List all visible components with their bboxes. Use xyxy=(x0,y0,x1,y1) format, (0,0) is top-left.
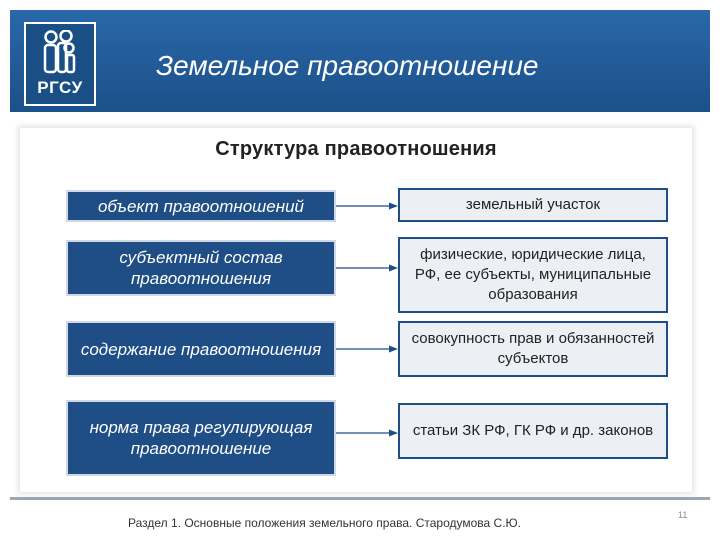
structure-left-box: объект правоотношений xyxy=(66,190,336,222)
content-heading: Структура правоотношения xyxy=(215,138,497,160)
arrow-right-icon xyxy=(336,201,398,211)
logo-text: РГСУ xyxy=(37,78,83,97)
people-logo-icon xyxy=(40,30,80,74)
arrow-right-icon xyxy=(336,344,398,354)
slide-title: Земельное правоотношение xyxy=(156,50,539,81)
structure-right-box: физические, юридические лица, РФ, ее субъекты, муниципальные образования xyxy=(398,237,668,313)
slide-header xyxy=(10,10,710,112)
page-number: 11 xyxy=(678,510,688,520)
structure-right-box: земельный участок xyxy=(398,188,668,222)
structure-left-box: содержание правоотношения xyxy=(66,321,336,377)
structure-right-box: совокупность прав и обязанностей субъектов xyxy=(398,321,668,377)
arrow-right-icon xyxy=(336,428,398,438)
footer-divider xyxy=(10,497,710,500)
rgsu-logo xyxy=(24,22,96,106)
structure-left-box: субъектный состав правоотношения xyxy=(66,240,336,296)
arrow-right-icon xyxy=(336,263,398,273)
structure-left-box: норма права регулирующая правоотношение xyxy=(66,400,336,476)
footer-caption: Раздел 1. Основные положения земельного права. Стародумова С.Ю. xyxy=(128,516,522,530)
content-panel xyxy=(20,128,692,492)
structure-right-box: статьи ЗК РФ, ГК РФ и др. законов xyxy=(398,403,668,459)
